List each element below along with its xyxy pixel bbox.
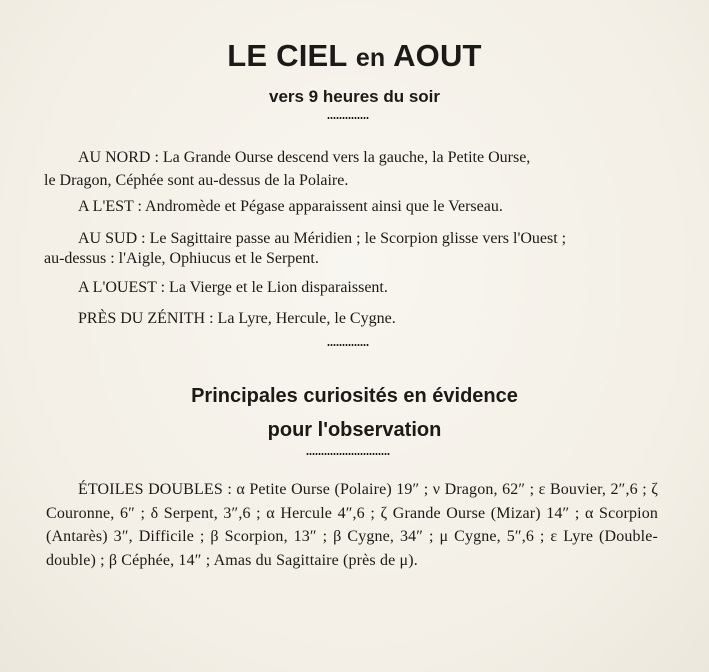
title-small: en xyxy=(355,44,386,72)
double-stars-paragraph: ÉTOILES DOUBLES : α Petite Ourse (Polaire) 19″ ; ν Dragon, 62″ ; ε Bouvier, 2″,6 ; ζ Couronne, 6″ ; δ Serpent, 3″,6 ; α Hercule 4″,6 ; ζ Grande Ourse (Mizar) 14″ ; α Scorpion (Antarès) 3″, Difficile ; β Scorpion, 13″ ; β Cygne, 34″ ; μ Cygne, 5″,6 ; ε Lyre (Double-double) ; β Céphée, 14″ ; Amas du Sagittaire (près de μ). xyxy=(46,481,658,569)
direction-south-line2: au-dessus : l'Aigle, Ophiucus et le Serpent. xyxy=(44,250,319,267)
dotted-divider xyxy=(306,452,390,456)
page-subtitle: vers 9 heures du soir xyxy=(268,87,441,106)
title-main-1: LE CIEL xyxy=(227,38,347,73)
direction-east: A L'EST : Andromède et Pégase apparaissent ainsi que le Verseau. xyxy=(78,198,503,215)
direction-south-line1: AU SUD : Le Sagittaire passe au Méridien ; le Scorpion glisse vers l'Ouest ; xyxy=(78,230,567,247)
dotted-divider xyxy=(327,116,369,120)
direction-west: A L'OUEST : La Vierge et le Lion disparaissent. xyxy=(78,279,388,296)
section-heading-line2: pour l'observation xyxy=(267,419,442,441)
direction-north-line2: le Dragon, Céphée sont au-dessus de la Polaire. xyxy=(44,172,349,189)
section-heading-line1: Principales curiosités en évidence xyxy=(191,385,518,407)
direction-north-line1: AU NORD : La Grande Ourse descend vers la gauche, la Petite Ourse, xyxy=(78,149,531,166)
dotted-divider xyxy=(327,343,369,347)
title-main-2: AOUT xyxy=(393,38,482,73)
direction-zenith: PRÈS DU ZÉNITH : La Lyre, Hercule, le Cygne. xyxy=(78,310,396,327)
page-title xyxy=(0,36,709,78)
